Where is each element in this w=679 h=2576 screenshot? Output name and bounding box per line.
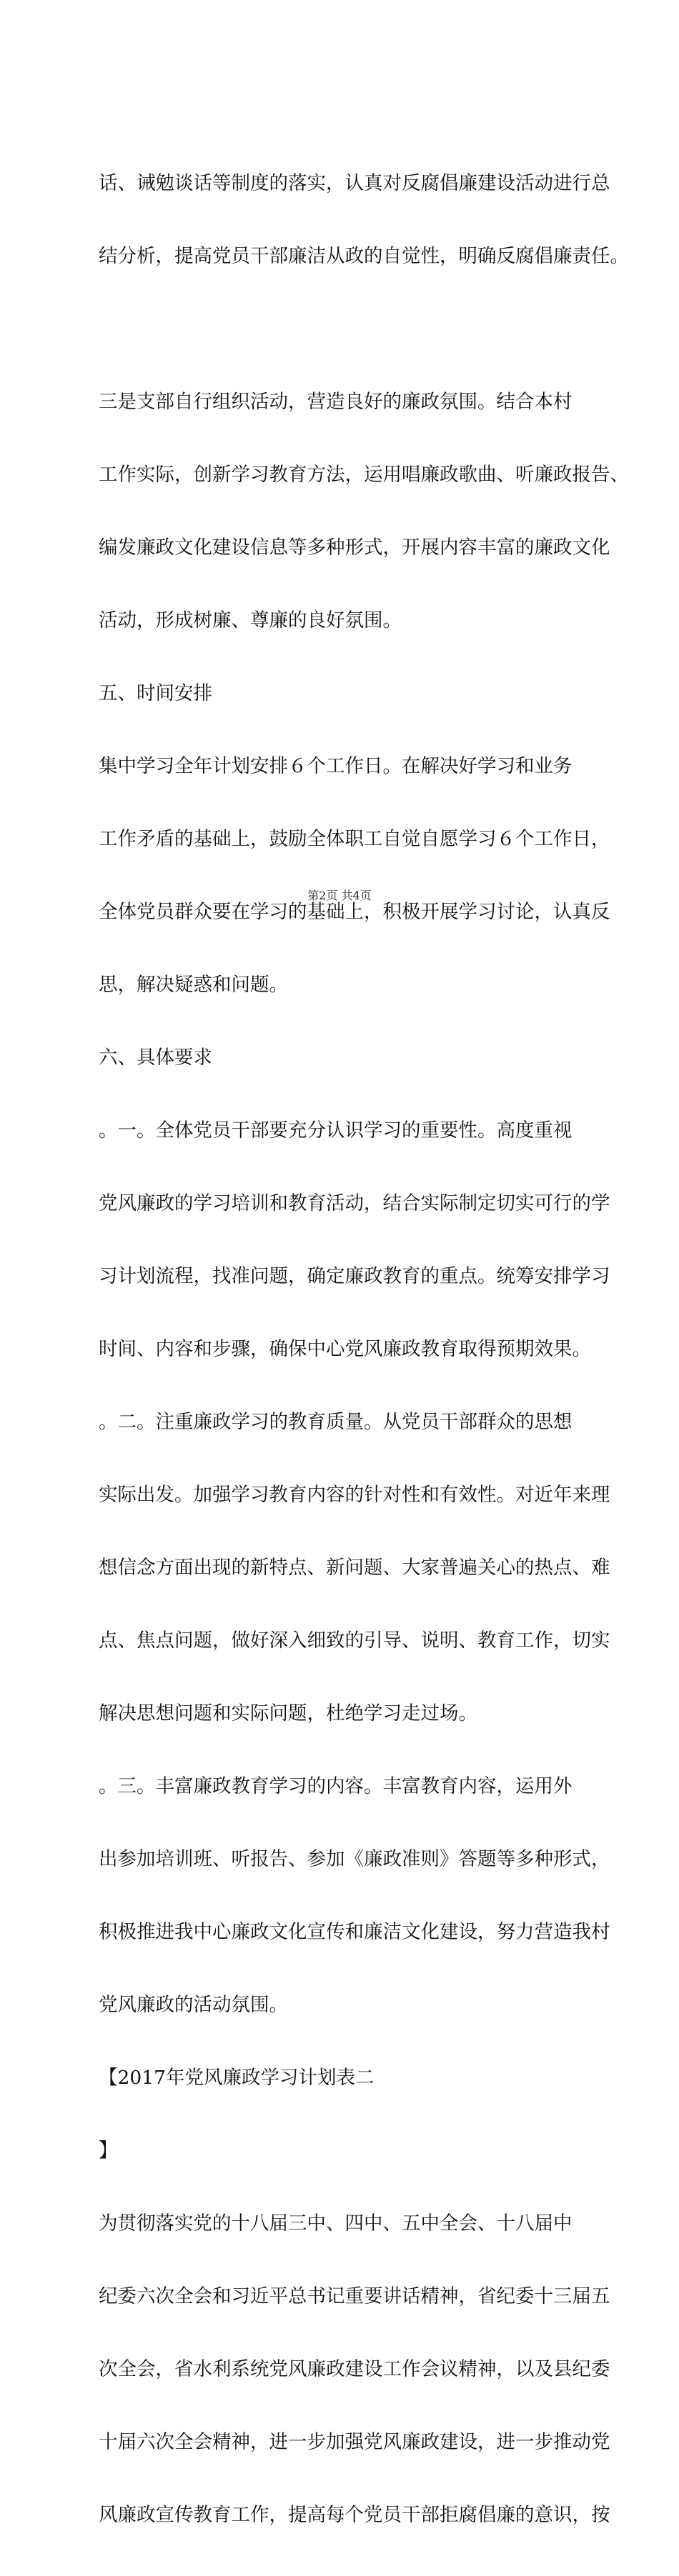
text-line: 出参加培训班、听报告、参加《廉政准则》答题等多种形式，	[99, 1848, 610, 1870]
text-line: 话、诫勉谈话等制度的落实，认真对反腐倡廉建设活动进行总	[99, 172, 610, 194]
section-heading-requirements: 六、具体要求	[99, 1047, 212, 1069]
text-line: 三是支部自行组织活动，营造良好的廉政氛围。结合本村	[99, 391, 573, 413]
text-line: 为贯彻落实党的十八届三中、四中、五中全会、十八届中	[99, 2212, 573, 2235]
text-line: 全体党员群众要在学习的基础上，积极开展学习讨论，认真反	[99, 901, 610, 923]
text-line: 活动，形成树廉、尊廉的良好氛围。	[99, 609, 402, 631]
text-line: 解决思想问题和实际问题，杜绝学习走过场。	[99, 1702, 477, 1724]
page-footer	[0, 889, 679, 903]
text-line: 十届六次全会精神，进一步加强党风廉政建设，进一步推动党	[99, 2431, 610, 2453]
text-line: 结分析，提高党员干部廉洁从政的自觉性，明确反腐倡廉责任。	[99, 245, 629, 267]
text-line: 积极推进我中心廉政文化宣传和廉洁文化建设，努力营造我村	[99, 1921, 610, 1943]
paragraph-gap	[99, 317, 613, 341]
section-heading-schedule: 五、时间安排	[99, 682, 212, 704]
text-line: 风廉政宣传教育工作，提高每个党员干部拒腐倡廉的意识，按	[99, 2504, 610, 2526]
text-line: 纪委六次全会和习近平总书记重要讲话精神，省纪委十三届五	[99, 2285, 610, 2307]
text-line: 工作实际，创新学习教育方法，运用唱廉政歌曲、听廉政报告、	[99, 464, 629, 486]
document-body	[99, 123, 629, 2576]
text-line: 思，解决疑惑和问题。	[99, 974, 288, 996]
page-number-label: 第2页 共4页	[307, 889, 372, 902]
text-line: 时间、内容和步骤，确保中心党风廉政教育取得预期效果。	[99, 1338, 591, 1360]
text-line: 党风廉政的活动氛围。	[99, 1994, 288, 2016]
text-line: 点、焦点问题，做好深入细致的引导、说明、教育工作，切实	[99, 1629, 610, 1652]
text-line: 想信念方面出现的新特点、新问题、大家普遍关心的热点、难	[99, 1557, 610, 1579]
text-line: 。三。丰富廉政教育学习的内容。丰富教育内容，运用外	[99, 1775, 573, 1797]
section-heading-plan-two: 【2017年党风廉政学习计划表二	[99, 2067, 375, 2089]
text-line: 集中学习全年计划安排６个工作日。在解决好学习和业务	[99, 755, 573, 777]
text-line: 习计划流程，找准问题，确定廉政教育的重点。统筹安排学习	[99, 1265, 610, 1287]
text-line: 工作矛盾的基础上，鼓励全体职工自觉自愿学习６个工作日，	[99, 828, 610, 850]
section-heading-plan-two-close: 】	[99, 2140, 118, 2162]
text-line: 次全会，省水利系统党风廉政建设工作会议精神，以及县纪委	[99, 2358, 610, 2380]
paragraph-main	[99, 341, 629, 2576]
text-line: 党风廉政的学习培训和教育活动，结合实际制定切实可行的学	[99, 1192, 610, 1214]
text-line: 实际出发。加强学习教育内容的针对性和有效性。对近年来理	[99, 1484, 610, 1506]
text-line: 编发廉政文化建设信息等多种形式，开展内容丰富的廉政文化	[99, 536, 610, 559]
text-line: 。一。全体党员干部要充分认识学习的重要性。高度重视	[99, 1119, 573, 1142]
text-line: 。二。注重廉政学习的教育质量。从党员干部群众的思想	[99, 1411, 573, 1433]
paragraph-continuation	[99, 123, 629, 317]
